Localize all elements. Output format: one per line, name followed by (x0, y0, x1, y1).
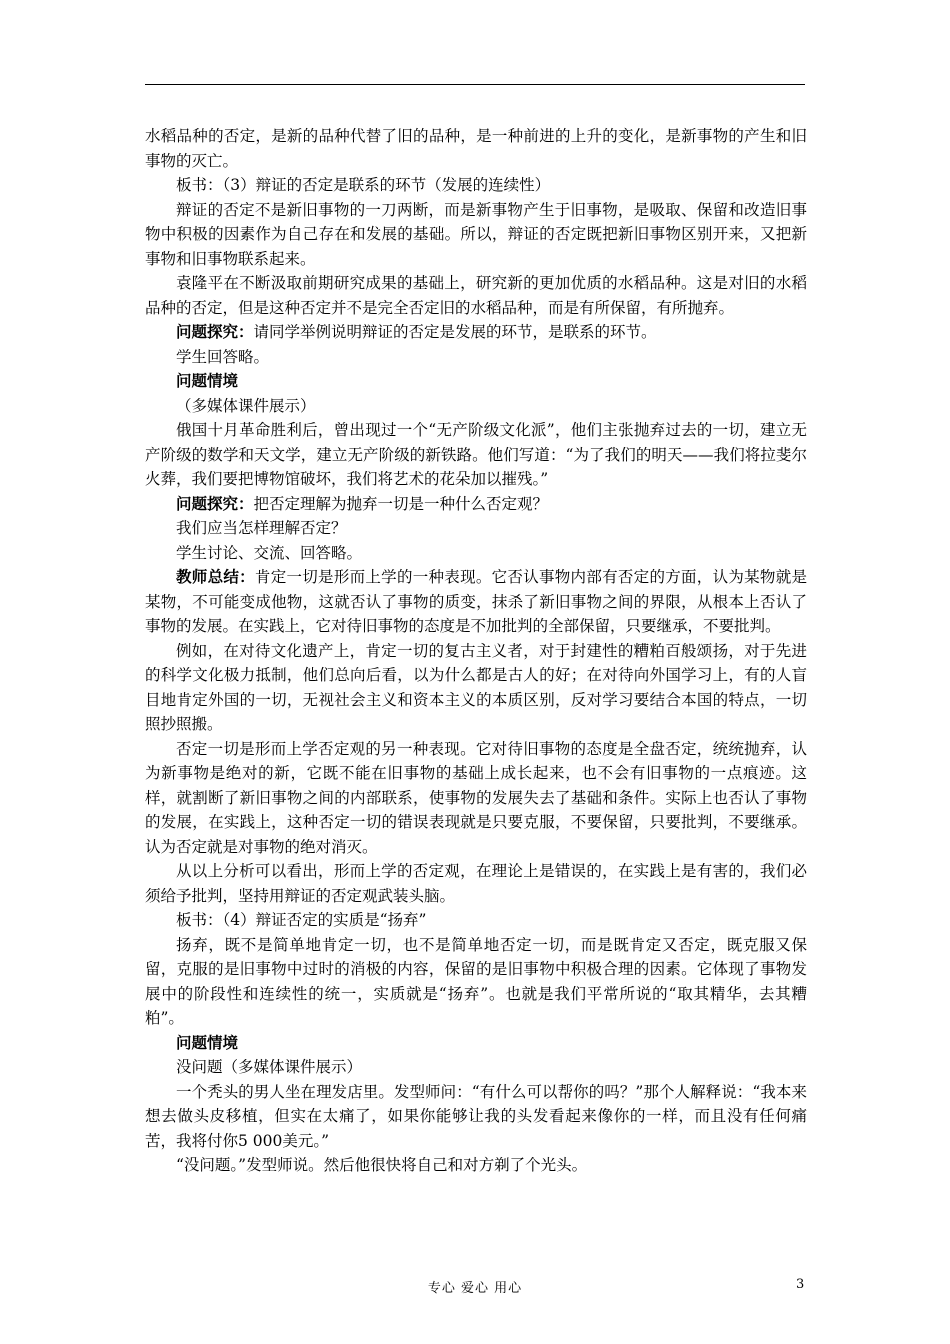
paragraph-text: 从以上分析可以看出，形而上学的否定观，在理论上是错误的，在实践上是有害的，我们必须给予批判，坚持用辩证的否定观武装头脑。 (145, 862, 807, 905)
paragraph (145, 639, 807, 737)
paragraph (145, 1031, 807, 1056)
paragraph-text: 学生讨论、交流、回答略。 (176, 543, 363, 562)
paragraph (145, 492, 807, 517)
paragraph (145, 369, 807, 394)
paragraph (145, 271, 807, 320)
paragraph-lead: 问题探究： (176, 493, 254, 513)
paragraph (145, 320, 807, 345)
paragraph (145, 124, 807, 173)
paragraph-text: 俄国十月革命胜利后，曾出现过一个“无产阶级文化派”，他们主张抛弃过去的一切，建立无产阶级的数学和天文学，建立无产阶级的新铁路。他们写道：“为了我们的明天——我们将拉斐尔火葬，我们要把博物馆破坏，我们将艺术的花朵加以摧残。” (145, 421, 807, 488)
paragraph (145, 1080, 807, 1154)
footer-text: 专心 爱心 用心 (427, 1281, 523, 1296)
paragraph (145, 394, 807, 419)
paragraph (145, 933, 807, 1031)
paragraph-lead: 问题情境 (176, 371, 239, 390)
paragraph-text: 请同学举例说明辩证的否定是发展的环节，是联系的环节。 (253, 323, 657, 341)
paragraph (145, 737, 807, 860)
paragraph-text: 例如，在对待文化遗产上，肯定一切的复古主义者，对于封建性的糟粕百般颂扬，对于先进的科学文化极力抵制，他们总向后看，以为什么都是古人的好；在对待向外国学习上，有的人盲目地肯定外国的一切，无视社会主义和资本主义的本质区别，反对学习要结合本国的特点，一切照抄照搬。 (145, 641, 807, 733)
paragraph-text: 否定一切是形而上学否定观的另一种表现。它对待旧事物的态度是全盘否定，统统抛弃，认为新事物是绝对的新，它既不能在旧事物的基础上成长起来，也不会有旧事物的一点痕迹。这样，就割断了新旧事物之间的内部联系，使事物的发展失去了基础和条件。实际上也否认了事物的发展，在实践上，这种否定一切的错误表现就是只要克服，不要保留，只要批判，不要继承。认为否定就是对事物的绝对消灭。 (145, 739, 807, 856)
paragraph-lead: 问题情境 (176, 1032, 239, 1052)
paragraph (145, 198, 807, 272)
paragraph-text: 肯定一切是形而上学的一种表现。它否认事物内部有否定的方面，认为某物就是某物，不可能变成他物，这就否认了事物的质变，抹杀了新旧事物之间的界限，从根本上否认了事物的发展。在实践上，它对待旧事物的态度是不加批判的全部保留，只要继承，不要批判。 (145, 568, 807, 635)
paragraph-text: 辩证的否定不是新旧事物的一刀两断，而是新事物产生于旧事物，是吸取、保留和改造旧事物中积极的因素作为自己存在和发展的基础。所以，辩证的否定既把新旧事物区别开来，又把新事物和旧事物联系起来。 (145, 200, 807, 268)
paragraph (145, 1153, 807, 1178)
paragraph (145, 859, 807, 908)
page-number: 3 (796, 1277, 805, 1292)
paragraph-lead: 教师总结： (176, 567, 255, 586)
paragraph (145, 418, 807, 492)
paragraph (145, 908, 807, 933)
document-body (145, 124, 807, 1178)
paragraph-text: 一个秃头的男人坐在理发店里。发型师问：“有什么可以帮你的吗？”那个人解释说：“我本来想去做头皮移植，但实在太痛了，如果你能够让我的头发看起来像你的一样，而且没有任何痛苦，我将付你5 000美元。” (145, 1082, 807, 1150)
paragraph-lead: 问题探究： (176, 322, 254, 341)
paragraph-text: 学生回答略。 (176, 347, 270, 366)
paragraph-text: （多媒体课件展示） (176, 396, 316, 415)
paragraph (145, 1055, 807, 1080)
paragraph-text: 板书：（3）辩证的否定是联系的环节（发展的连续性） (176, 176, 551, 194)
paragraph-text: 袁隆平在不断汲取前期研究成果的基础上，研究新的更加优质的水稻品种。这是对旧的水稻品种的否定，但是这种否定并不是完全否定旧的水稻品种，而是有所保留，有所抛弃。 (145, 274, 807, 317)
paragraph-text: 扬弃，既不是简单地肯定一切，也不是简单地否定一切，而是既肯定又否定，既克服又保留，克服的是旧事物中过时的消极的内容，保留的是旧事物中积极合理的因素。它体现了事物发展中的阶段性和连续性的统一，实质就是“扬弃”。也就是我们平常所说的“取其精华，去其糟粕”。 (145, 935, 807, 1027)
paragraph (145, 516, 807, 541)
paragraph-text: 把否定理解为抛弃一切是一种什么否定观？ (253, 494, 549, 513)
paragraph-text: 没问题（多媒体课件展示） (176, 1058, 363, 1076)
paragraph (145, 345, 807, 370)
paragraph-text: 我们应当怎样理解否定？ (176, 519, 347, 537)
paragraph (145, 173, 807, 198)
paragraph (145, 565, 807, 639)
paragraph-text: 水稻品种的否定，是新的品种代替了旧的品种，是一种前进的上升的变化，是新事物的产生和旧事物的灭亡。 (145, 127, 807, 170)
header-rule (145, 84, 805, 85)
paragraph-text: 板书：（4）辩证否定的实质是“扬弃” (176, 911, 427, 929)
paragraph (145, 541, 807, 566)
paragraph-text: “没问题。”发型师说。然后他很快将自己和对方剃了个光头。 (176, 1156, 588, 1174)
